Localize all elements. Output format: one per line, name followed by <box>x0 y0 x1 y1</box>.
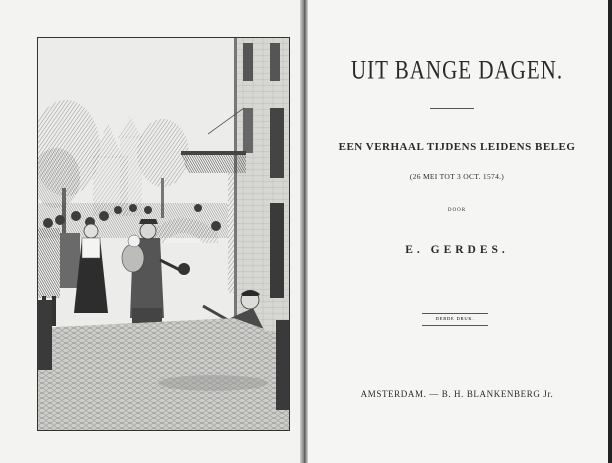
engraving-illustration-icon <box>38 38 289 430</box>
publisher-line: AMSTERDAM. — B. H. BLANKENBERG Jr. <box>360 389 554 399</box>
author-name: E. GERDES. <box>405 244 509 256</box>
edition-box <box>422 313 488 326</box>
book-subtitle: EEN VERHAAL TIJDENS LEIDENS BELEG <box>338 141 576 153</box>
title-rule <box>430 108 474 109</box>
frontispiece-illustration <box>37 37 290 431</box>
edition-label: DERDE DRUK. <box>435 316 475 321</box>
book-dates: (26 MEI TOT 3 OCT. 1574.) <box>409 172 505 181</box>
by-line: DOOR <box>447 208 467 213</box>
book-title: UIT BANGE DAGEN. <box>350 54 564 85</box>
